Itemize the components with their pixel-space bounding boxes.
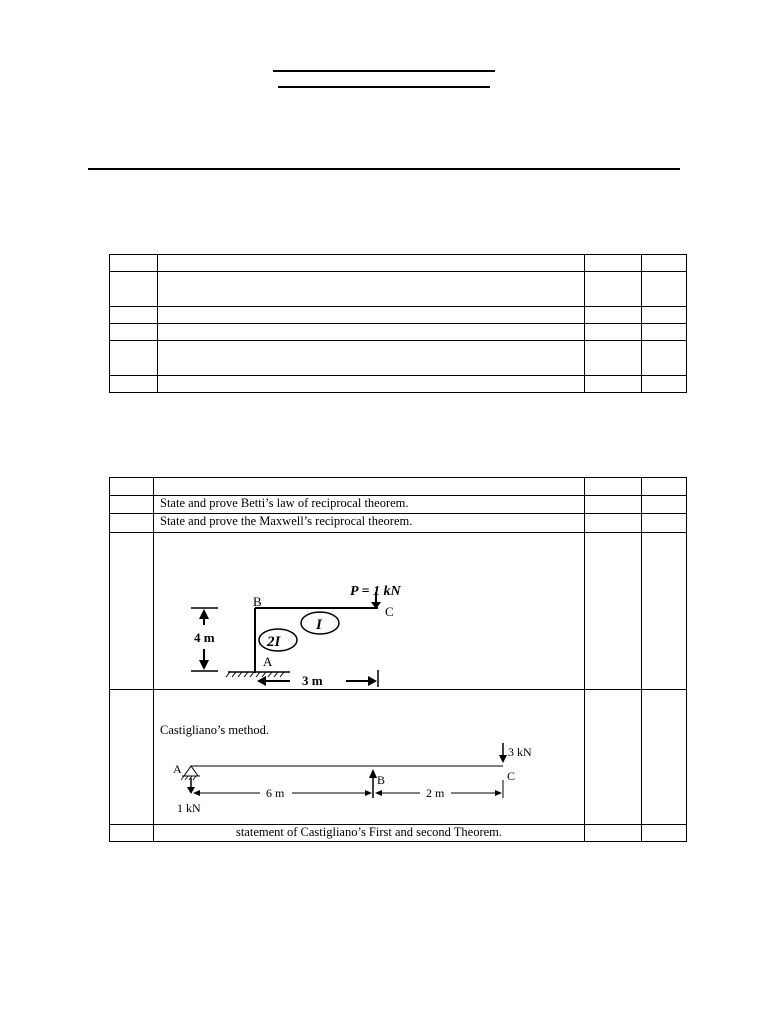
beam-inertia-label: I: [316, 617, 322, 633]
table-cell: [110, 376, 158, 393]
reaction-a-label: 1 kN: [177, 801, 201, 815]
point-a-label: A: [263, 654, 273, 669]
header-rule-2: [278, 86, 490, 88]
table-cell: [110, 255, 158, 272]
pin-support: [184, 766, 198, 776]
part-a-table: [109, 254, 687, 393]
beam-point-a: A: [173, 762, 182, 776]
height-label: 4 m: [194, 630, 215, 645]
load-c-label: 3 kN: [508, 745, 532, 759]
question-maxwell: State and prove the Maxwell’s reciprocal theorem.: [154, 514, 585, 533]
question-castigliano-theorem: statement of Castigliano’s First and second Theorem.: [154, 825, 585, 842]
section-divider: [88, 168, 680, 170]
span-ab-label: 6 m: [266, 786, 285, 800]
point-c-label: C: [385, 604, 394, 619]
beam-figure: [168, 740, 558, 820]
table-cell: [110, 307, 158, 324]
castigliano-method-text: Castigliano’s method.: [160, 723, 270, 737]
table-cell: [110, 341, 158, 376]
load-label: P = 1 kN: [350, 584, 401, 599]
frame-figure: [180, 575, 460, 690]
span-bc-label: 2 m: [426, 786, 445, 800]
question-betti: State and prove Betti’s law of reciprocal theorem.: [154, 496, 585, 514]
beam-point-c: C: [507, 769, 516, 783]
column-inertia-label: 2I: [267, 634, 281, 650]
table-cell: [110, 272, 158, 307]
span-label: 3 m: [302, 673, 323, 688]
header-rule-1: [273, 70, 495, 72]
point-b-label: B: [253, 594, 262, 609]
table-cell: [110, 324, 158, 341]
beam-point-b: B: [377, 773, 386, 787]
